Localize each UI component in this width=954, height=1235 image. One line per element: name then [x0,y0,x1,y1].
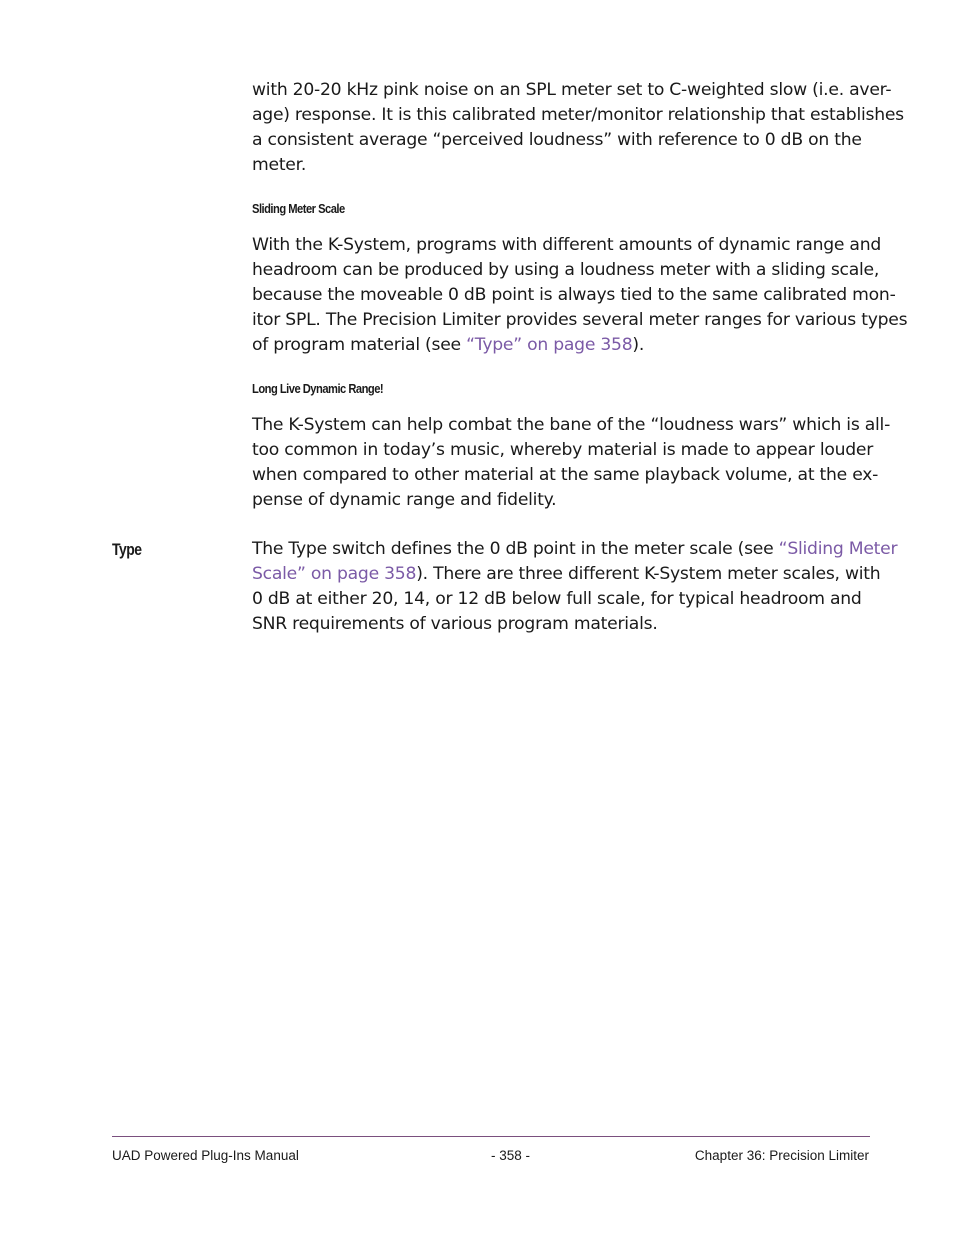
footer-manual-title: UAD Powered Plug-Ins Manual [112,1148,299,1163]
text-line: headroom can be produced by using a loudness meter with a sliding scale, [252,260,880,280]
footer-page-number: - 358 - [491,1148,531,1163]
long-live-dynamic-range-paragraph [252,413,891,513]
text-segment: ). There are three different K-System meter scales, with [416,564,881,584]
text-line [252,562,881,587]
heading-long-live-dynamic-range: Long Live Dynamic Range! [252,381,384,396]
footer-divider [112,1136,870,1137]
text-line [252,537,898,562]
link-sliding-meter-scale-page-358-cont[interactable]: Scale” on page 358 [252,564,417,584]
text-line: because the moveable 0 dB point is always tied to the same calibrated mon- [252,285,896,305]
text-segment: ). [632,335,645,355]
type-paragraph [252,537,898,637]
intro-paragraph [252,78,904,178]
text-segment: of program material (see [252,335,467,355]
text-line: a consistent average “perceived loudness” with reference to 0 dB on the [252,130,862,150]
text-line: with 20-20 kHz pink noise on an SPL meter set to C-weighted slow (i.e. aver- [252,80,892,100]
text-line: age) response. It is this calibrated meter/monitor relationship that establishes [252,105,904,125]
footer-chapter-title: Chapter 36: Precision Limiter [694,1148,869,1163]
text-line: 0 dB at either 20, 14, or 12 dB below full scale, for typical headroom and [252,589,862,609]
link-sliding-meter-scale-page-358[interactable]: “Sliding Meter [778,539,898,559]
text-line: The K-System can help combat the bane of the “loudness wars” which is all- [252,415,891,435]
text-segment: The Type switch defines the 0 dB point in the meter scale (see [252,539,779,559]
text-line: meter. [252,155,307,175]
text-line: SNR requirements of various program materials. [252,614,658,634]
section-label-type: Type [112,540,142,559]
heading-sliding-meter-scale: Sliding Meter Scale [252,201,345,216]
text-line [252,333,872,358]
text-line: With the K-System, programs with different amounts of dynamic range and [252,235,882,255]
text-line: when compared to other material at the same playback volume, at the ex- [252,465,879,485]
text-line: too common in today’s music, whereby material is made to appear louder [252,440,874,460]
sliding-meter-scale-paragraph [252,233,908,358]
link-type-page-358[interactable]: “Type” on page 358 [466,335,633,355]
text-line: pense of dynamic range and fidelity. [252,490,557,510]
text-line: itor SPL. The Precision Limiter provides several meter ranges for various types [252,310,908,330]
